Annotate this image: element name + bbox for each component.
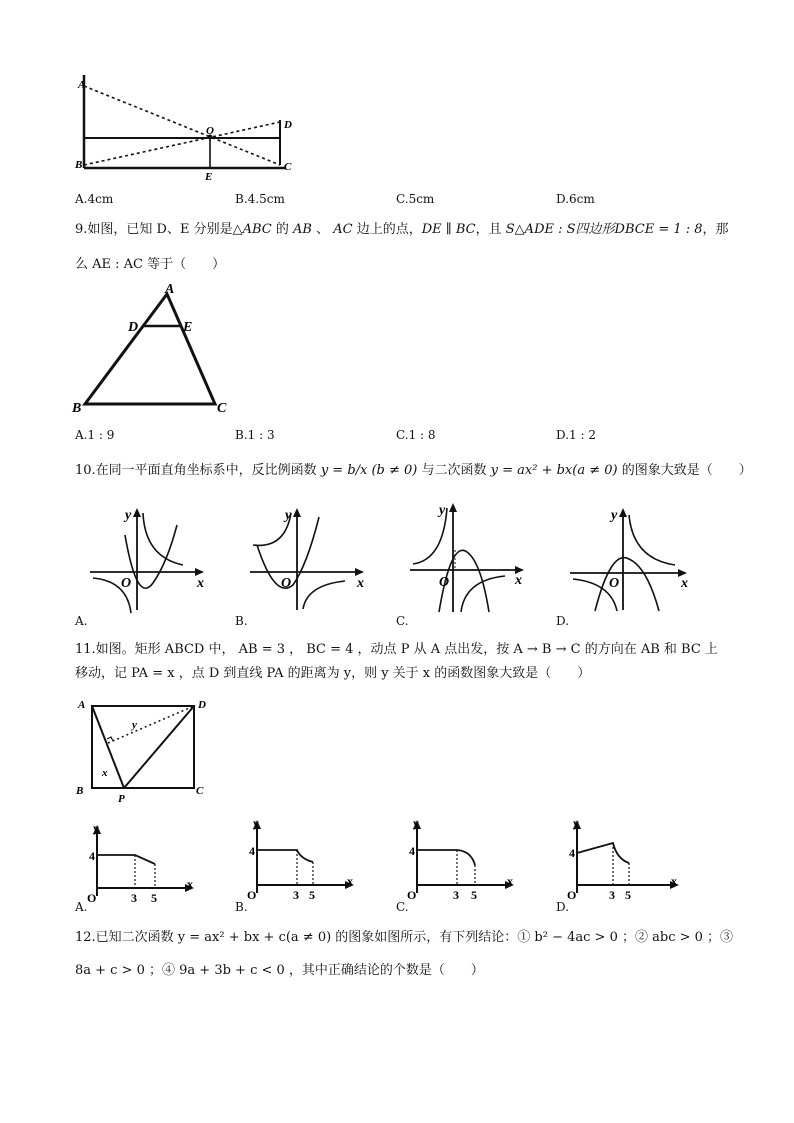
q11-option-c: C.	[396, 900, 409, 914]
q10c-origin-label: O	[439, 575, 450, 590]
q11-label-d: D	[198, 699, 206, 711]
q8-label-o: O	[206, 125, 214, 137]
q11-label-c: C	[196, 785, 204, 797]
q10-graph-d	[565, 505, 695, 615]
q8-label-e: E	[205, 171, 213, 183]
q8-option-b: B.4.5cm	[235, 192, 285, 206]
q9-label-a: A	[165, 282, 175, 297]
q8-label-c: C	[284, 161, 292, 173]
q8-option-a: A.4cm	[75, 192, 114, 206]
q9-label-e: E	[183, 320, 193, 335]
q11d-three-label: 3	[609, 888, 615, 902]
q11-option-a: A.	[75, 900, 88, 914]
q11d-origin-label: O	[567, 888, 577, 902]
q11-rectangle-figure	[70, 692, 220, 807]
q11a-four-label: 4	[89, 849, 95, 863]
q11-option-b: B.	[235, 900, 248, 914]
q8-option-c: C.5cm	[396, 192, 435, 206]
q9-question-line2: 么 AE : AC 等于（ ）	[75, 257, 226, 272]
q11a-five-label: 5	[151, 891, 157, 905]
q10-graph-a	[85, 505, 210, 615]
q10-option-b: B.	[235, 614, 248, 628]
q11d-x-label: x	[671, 874, 677, 888]
q11-label-x: x	[102, 767, 108, 779]
q10a-y-label: y	[125, 508, 132, 523]
q10-option-d: D.	[556, 614, 570, 628]
q11-label-y: y	[132, 719, 137, 731]
q10-option-c: C.	[396, 614, 409, 628]
q11-label-b: B	[76, 785, 84, 797]
q10c-x-label: x	[515, 573, 522, 588]
q11c-y-label: y	[413, 816, 419, 830]
q8-label-d: D	[284, 119, 292, 131]
q8-option-d: D.6cm	[556, 192, 595, 206]
q10d-origin-label: O	[609, 576, 620, 591]
q11-option-d: D.	[556, 900, 570, 914]
q10b-x-label: x	[357, 576, 364, 591]
q10-graph-c	[405, 500, 530, 615]
q11c-five-label: 5	[471, 888, 477, 902]
q12-question-line1: 12.已知二次函数 y = ax² + bx + c(a ≠ 0) 的图象如图所示，有下列结论：① b² − 4ac > 0 ；② abc > 0 ；③	[75, 930, 734, 945]
q11a-origin-label: O	[87, 891, 97, 905]
q11a-y-label: y	[93, 821, 99, 835]
q11b-origin-label: O	[247, 888, 257, 902]
q11b-five-label: 5	[309, 888, 315, 902]
q11c-four-label: 4	[409, 844, 415, 858]
q11a-three-label: 3	[131, 891, 137, 905]
q12-question-line2: 8a + c > 0 ；④ 9a + 3b + c < 0 ，其中正确结论的个数是（ ）	[75, 963, 484, 978]
q11-graph-d	[565, 815, 685, 900]
q11d-four-label: 4	[569, 846, 575, 860]
q10b-origin-label: O	[281, 576, 292, 591]
q11c-three-label: 3	[453, 888, 459, 902]
q9-label-d: D	[128, 320, 139, 335]
q11-graph-c	[405, 815, 520, 900]
q11d-y-label: y	[573, 816, 579, 830]
q9-question-line1: 9.如图，已知 D、E 分别是△ABC 的 AB 、 AC 边上的点，DE ∥ BC，且 S△ADE : S四边形DBCE = 1 : 8，那	[75, 222, 729, 237]
q10c-y-label: y	[439, 503, 446, 518]
q11-label-a: A	[78, 699, 86, 711]
q10-question: 10.在同一平面直角坐标系中，反比例函数 y = b/x (b ≠ 0) 与二次函数 y = ax² + bx(a ≠ 0) 的图象大致是（ ）	[75, 463, 752, 478]
q11a-x-label: x	[187, 877, 193, 891]
q11-label-p: P	[118, 793, 125, 805]
q10-option-a: A.	[75, 614, 88, 628]
q9-label-b: B	[72, 401, 82, 416]
q10d-x-label: x	[681, 576, 688, 591]
q10d-y-label: y	[611, 508, 618, 523]
q9-option-c: C.1 : 8	[396, 428, 436, 442]
q11b-four-label: 4	[249, 844, 255, 858]
q10-graph-b	[245, 505, 370, 615]
q9-option-b: B.1 : 3	[235, 428, 275, 442]
q11c-x-label: x	[507, 874, 513, 888]
q11c-origin-label: O	[407, 888, 417, 902]
q11-graph-b	[245, 815, 360, 900]
q11b-three-label: 3	[293, 888, 299, 902]
q9-option-a: A.1 : 9	[75, 428, 115, 442]
q10a-x-label: x	[197, 576, 204, 591]
q9-label-c: C	[217, 401, 227, 416]
q11-question-line1: 11.如图。矩形 ABCD 中， AB = 3 ， BC = 4 ，动点 P 从 A 点出发，按 A → B → C 的方向在 AB 和 BC 上	[75, 642, 718, 657]
q11-question-line2: 移动，记 PA = x ，点 D 到直线 PA 的距离为 y，则 y 关于 x 的函数图象大致是（ ）	[75, 666, 591, 681]
q8-label-a: A	[78, 79, 86, 91]
q9-triangle-figure	[70, 280, 240, 415]
q8-label-b: B	[75, 159, 83, 171]
q10a-origin-label: O	[121, 576, 132, 591]
q11b-x-label: x	[347, 874, 353, 888]
q11-graph-a	[85, 818, 200, 903]
q11b-y-label: y	[253, 816, 259, 830]
q11d-five-label: 5	[625, 888, 631, 902]
q10b-y-label: y	[285, 508, 292, 523]
q9-option-d: D.1 : 2	[556, 428, 596, 442]
q8-figure	[70, 70, 310, 183]
